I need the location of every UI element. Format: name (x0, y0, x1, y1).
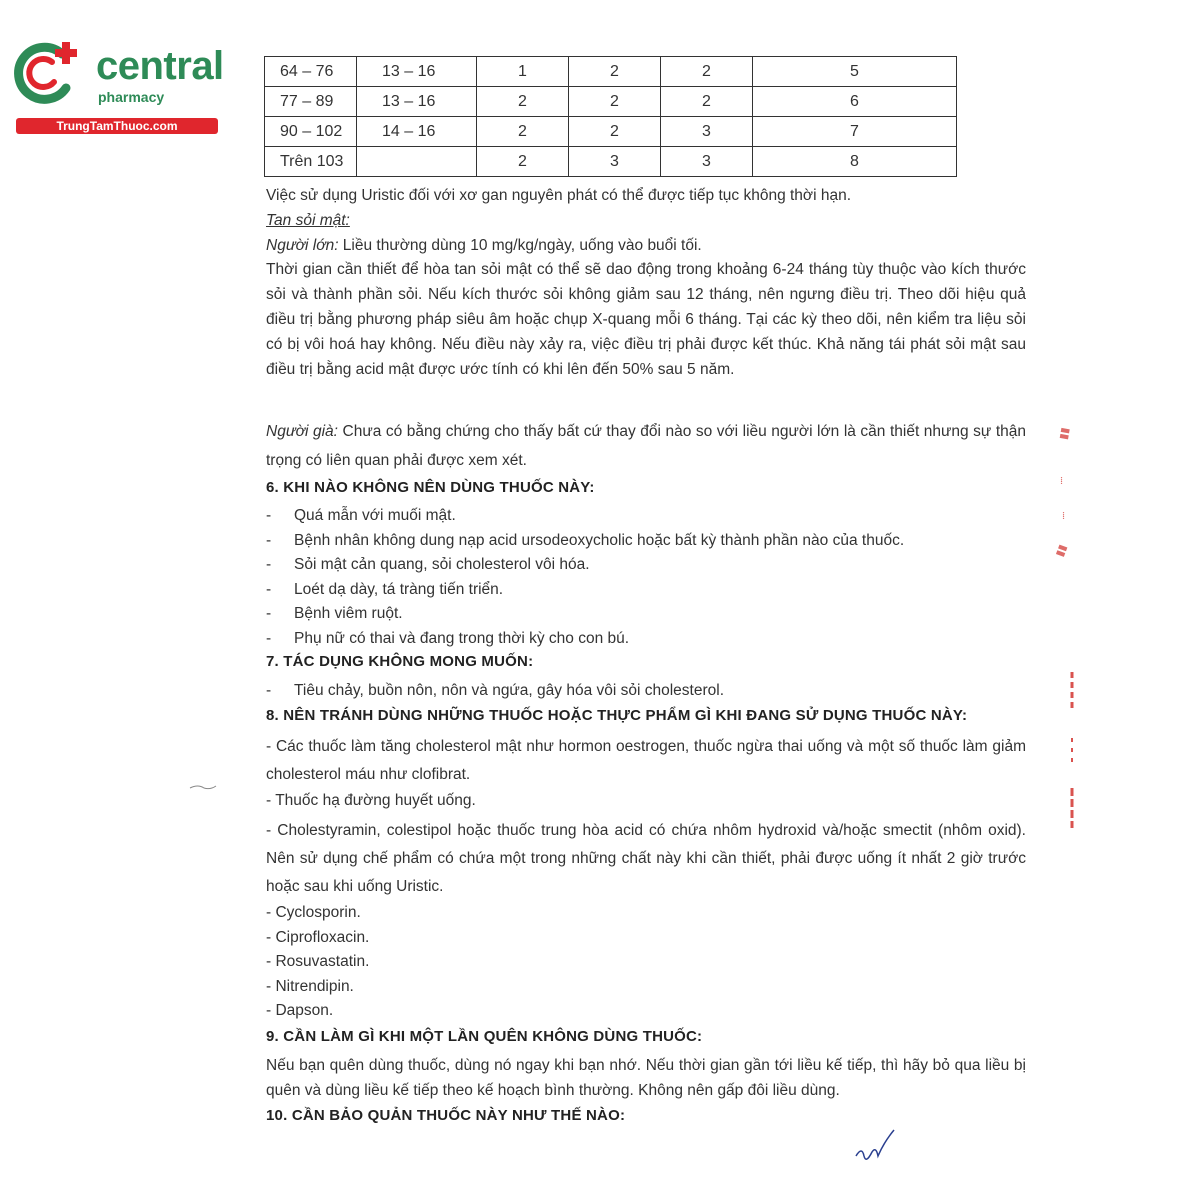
table-cell: 3 (661, 117, 753, 147)
list-item-text: Quá mẫn với muối mật. (294, 507, 456, 524)
table-cell: 2 (661, 57, 753, 87)
adult-dose-text: Liều thường dùng 10 mg/kg/ngày, uống vào buổi tối. (338, 236, 702, 254)
table-row (265, 147, 957, 177)
list-item: - Phụ nữ có thai và đang trong thời kỳ cho con bú. (266, 627, 1026, 652)
list-item: - Cyclosporin. (266, 904, 361, 921)
list-item: - Dapson. (266, 1002, 334, 1020)
section8-heading: 8. NÊN TRÁNH DÙNG NHỮNG THUỐC HOẶC THỰC PHẨM GÌ KHI ĐANG SỬ DỤNG THUỐC NÀY: (266, 707, 968, 724)
section7-list (266, 679, 1026, 704)
table-cell: 2 (477, 117, 569, 147)
section9-heading: 9. CẦN LÀM GÌ KHI MỘT LẦN QUÊN KHÔNG DÙNG THUỐC: (266, 1028, 703, 1045)
list-item-text: Tiêu chảy, buồn nôn, nôn và ngứa, gây hóa vôi sỏi cholesterol. (294, 682, 725, 699)
brand-logo[interactable] (10, 36, 224, 136)
dissolution-paragraph: Thời gian cần thiết để hòa tan sỏi mật có thể sẽ dao động trong khoảng 6-24 tháng tùy thuộc vào kích thước sỏi và thành phần sỏi. Nếu kích thước sỏi không giảm sau 12 tháng, nên ngưng điều trị. Theo dõi hiệu quả điều trị bằng phương pháp siêu âm hoặc chụp X-quang mỗi 6 tháng. Tại các kỳ theo dõi, nên kiểm tra liệu sỏi có bị vôi hoá hay không. Nếu điều này xảy ra, việc điều trị phải được kết thúc. Khả năng tái phát sỏi mật sau điều trị bằng acid mật được ước tính có khi lên đến 50% sau 5 năm. (266, 261, 1026, 378)
section8-paragraph-3: - Cholestyramin, colestipol hoặc thuốc trung hòa acid có chứa nhôm hydroxid và/hoặc smectit (nhôm oxid). Nên sử dụng chế phẩm có chứa một trong những chất này khi cần thiết, phải được uống ít nhất 2 giờ trước hoặc sau khi uống Uristic. (266, 822, 1026, 895)
table-cell: 13 – 16 (357, 87, 477, 117)
list-item: - Bệnh nhân không dung nạp acid ursodeoxycholic hoặc bất kỳ thành phần nào của thuốc. (266, 529, 1026, 554)
table-cell (357, 147, 477, 177)
uristic-note: Việc sử dụng Uristic đối với xơ gan nguyên phát có thể được tiếp tục không thời hạn. (266, 187, 852, 204)
table-cell: 13 – 16 (357, 57, 477, 87)
table-cell: 2 (661, 87, 753, 117)
list-item: - Quá mẫn với muối mật. (266, 504, 1026, 529)
section8-paragraph-1: - Các thuốc làm tăng cholesterol mật như hormon oestrogen, thuốc ngừa thai uống và một số thuốc làm giảm cholesterol máu như clofibrat. (266, 738, 1026, 783)
gallstone-heading: Tan sỏi mật: (266, 211, 350, 229)
brand-subtitle: pharmacy (98, 89, 165, 105)
list-item: - Rosuvastatin. (266, 953, 370, 971)
table-row (265, 57, 957, 87)
red-stamp-mark: ⁞ (1062, 509, 1066, 522)
section9-paragraph: Nếu bạn quên dùng thuốc, dùng nó ngay khi bạn nhớ. Nếu thời gian gần tới liều kế tiếp, thì hãy bỏ qua liều bị quên và dùng liều kế tiếp theo kế hoạch bình thường. Không nên gấp đôi liều dùng. (266, 1057, 1026, 1099)
list-item-text: Phụ nữ có thai và đang trong thời kỳ cho con bú. (294, 629, 630, 647)
adult-dose-paragraph (266, 234, 1026, 259)
elderly-label: Người già: (266, 423, 338, 440)
table-cell: 2 (477, 87, 569, 117)
list-item: - Tiêu chảy, buồn nôn, nôn và ngứa, gây hóa vôi sỏi cholesterol. (266, 679, 1026, 704)
elderly-text: Chưa có bằng chứng cho thấy bất cứ thay đổi nào so với liều người lớn là cần thiết nhưng sự thận trọng có liên quan phải được xem xét. (266, 423, 1026, 469)
list-item-text: Sỏi mật cản quang, sỏi cholesterol vôi hóa. (294, 556, 590, 574)
list-item: - Loét dạ dày, tá tràng tiến triển. (266, 578, 1026, 603)
list-item: - Sỏi mật cản quang, sỏi cholesterol vôi hóa. (266, 553, 1026, 578)
list-item-text: Bệnh nhân không dung nạp acid ursodeoxycholic hoặc bất kỳ thành phần nào của thuốc. (294, 531, 905, 549)
table-cell: 6 (753, 87, 957, 117)
list-item: - Ciprofloxacin. (266, 928, 370, 946)
scan-smudge-icon (188, 782, 218, 792)
table-cell: 2 (477, 147, 569, 177)
pharmacy-cross-logo-icon (10, 36, 90, 108)
elderly-paragraph (266, 417, 1026, 475)
table-cell: 3 (569, 147, 661, 177)
signature-scribble-icon (852, 1126, 896, 1168)
table-cell: 5 (753, 57, 957, 87)
table-cell: Trên 103 (265, 147, 357, 177)
red-stamp-mark: ▮▮ (1052, 542, 1070, 559)
table-cell: 2 (569, 57, 661, 87)
table-cell: 1 (477, 57, 569, 87)
section6-heading: 6. KHI NÀO KHÔNG NÊN DÙNG THUỐC NÀY: (266, 479, 595, 496)
list-item-text: Loét dạ dày, tá tràng tiến triển. (294, 580, 504, 598)
list-item-text: Bệnh viêm ruột. (294, 605, 403, 623)
table-cell: 8 (753, 147, 957, 177)
list-item: - Nitrendipin. (266, 977, 354, 995)
red-stamp-mark: ▮▮ (1056, 426, 1072, 441)
table-cell: 2 (569, 87, 661, 117)
section6-list (266, 504, 1026, 652)
brand-name: central (96, 44, 224, 88)
red-stamp-mark: ⁞ (1060, 474, 1064, 487)
section8-paragraph-2: - Thuốc hạ đường huyết uống. (266, 792, 476, 809)
table-cell: 90 – 102 (265, 117, 357, 147)
section8-list (266, 901, 369, 1024)
table-row (265, 87, 957, 117)
table-cell: 14 – 16 (357, 117, 477, 147)
table-cell: 7 (753, 117, 957, 147)
section10-heading: 10. CẦN BẢO QUẢN THUỐC NÀY NHƯ THẾ NÀO: (266, 1107, 626, 1124)
table-cell: 64 – 76 (265, 57, 357, 87)
table-cell: 77 – 89 (265, 87, 357, 117)
dosage-table (264, 56, 957, 177)
body-text (266, 184, 1026, 382)
section7-heading: 7. TÁC DỤNG KHÔNG MONG MUỐN: (266, 653, 534, 670)
red-stamp-edge-icon (1064, 668, 1080, 833)
list-item: - Bệnh viêm ruột. (266, 602, 1026, 627)
table-cell: 2 (569, 117, 661, 147)
brand-url[interactable]: TrungTamThuoc.com (16, 118, 218, 134)
table-cell: 3 (661, 147, 753, 177)
adult-label: Người lớn: (266, 236, 339, 254)
table-row (265, 117, 957, 147)
